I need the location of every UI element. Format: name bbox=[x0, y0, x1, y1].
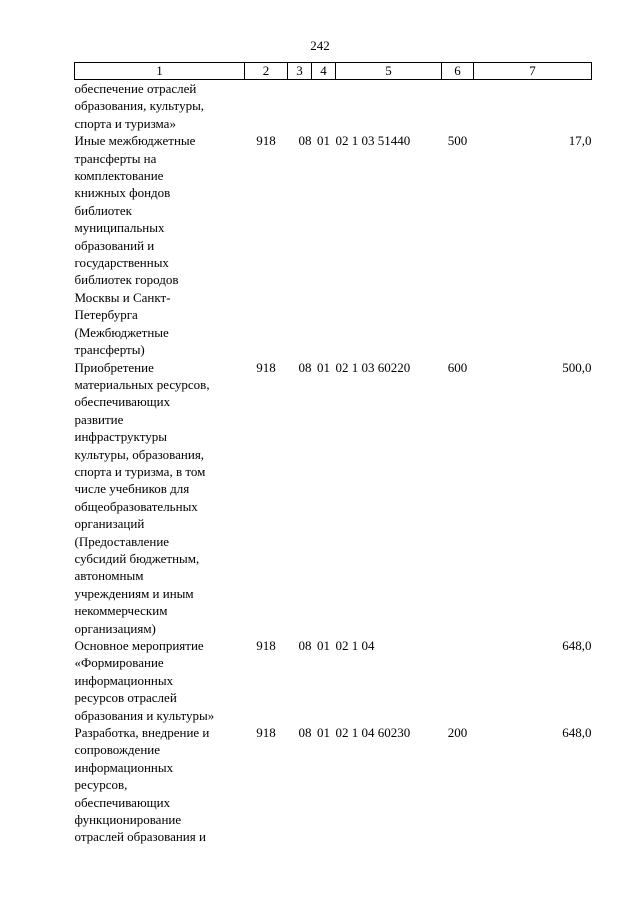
row-subsection-code: 01 bbox=[317, 133, 330, 149]
table-row bbox=[75, 724, 592, 846]
row-subsection-code: 01 bbox=[317, 725, 330, 741]
table-row bbox=[75, 80, 592, 133]
row-target-code: 02 1 04 bbox=[335, 638, 375, 653]
row-amount bbox=[474, 80, 592, 133]
row-ministry-code bbox=[245, 80, 288, 133]
header-col-7: 7 bbox=[474, 63, 592, 80]
row-amount: 648,0 bbox=[562, 638, 592, 653]
row-subsection-code bbox=[312, 80, 336, 133]
header-col-1: 1 bbox=[75, 63, 245, 80]
row-section-code: 08 bbox=[298, 725, 312, 741]
header-col-3: 3 bbox=[288, 63, 312, 80]
row-ministry-code: 918 bbox=[256, 359, 276, 375]
row-section-code: 08 bbox=[298, 359, 312, 375]
table-row bbox=[75, 359, 592, 638]
row-section-code bbox=[288, 80, 312, 133]
row-amount: 500,0 bbox=[562, 359, 592, 375]
row-section-code: 08 bbox=[298, 638, 312, 653]
budget-table bbox=[74, 62, 592, 846]
header-col-5: 5 bbox=[336, 63, 442, 80]
row-description: обеспечение отраслей образования, культуры, спорта и туризма» bbox=[74, 81, 205, 131]
row-description: Разработка, внедрение и сопровождение информационных ресурсов, обеспечивающих функционирование отраслей образования и bbox=[74, 725, 210, 845]
header-col-4: 4 bbox=[312, 63, 336, 80]
row-target-code: 02 1 03 51440 bbox=[335, 133, 411, 149]
row-ministry-code: 918 bbox=[256, 638, 276, 653]
header-col-2: 2 bbox=[245, 63, 288, 80]
row-expense-type bbox=[442, 637, 474, 724]
row-expense-type: 500 bbox=[447, 133, 468, 149]
table-row bbox=[75, 637, 592, 724]
row-expense-type bbox=[442, 80, 474, 133]
row-ministry-code: 918 bbox=[256, 725, 276, 741]
page-number: 242 bbox=[310, 38, 330, 53]
row-description: Иные межбюджетные трансферты на комплектование книжных фондов библиотек муниципальных образований и государственных библиотек городов Москвы и Санкт- Петербурга (Межбюджетные трансферты) bbox=[74, 133, 196, 358]
row-amount: 17,0 bbox=[568, 133, 592, 149]
row-expense-type: 200 bbox=[447, 725, 468, 741]
header-col-6: 6 bbox=[442, 63, 474, 80]
header-row bbox=[75, 63, 592, 80]
row-section-code: 08 bbox=[298, 133, 312, 149]
row-target-code: 02 1 03 60220 bbox=[335, 359, 411, 375]
row-subsection-code: 01 bbox=[317, 638, 330, 653]
row-expense-type: 600 bbox=[447, 359, 468, 375]
row-subsection-code: 01 bbox=[317, 359, 330, 375]
row-target-code: 02 1 04 60230 bbox=[335, 725, 411, 741]
table-row bbox=[75, 132, 592, 358]
row-description: Приобретение материальных ресурсов, обеспечивающих развитие инфраструктуры культуры, образования, спорта и туризма, в том числе учебников для общеобразовательных организаций (Предоставление субсидий бюджетным, автономным учреждениям и иным некоммерческим организациям) bbox=[74, 359, 210, 636]
row-target-code bbox=[336, 80, 442, 133]
row-ministry-code: 918 bbox=[256, 133, 276, 149]
row-description: Основное мероприятие «Формирование информационных ресурсов отраслей образования и культуры» bbox=[74, 638, 215, 723]
row-amount: 648,0 bbox=[562, 725, 592, 741]
